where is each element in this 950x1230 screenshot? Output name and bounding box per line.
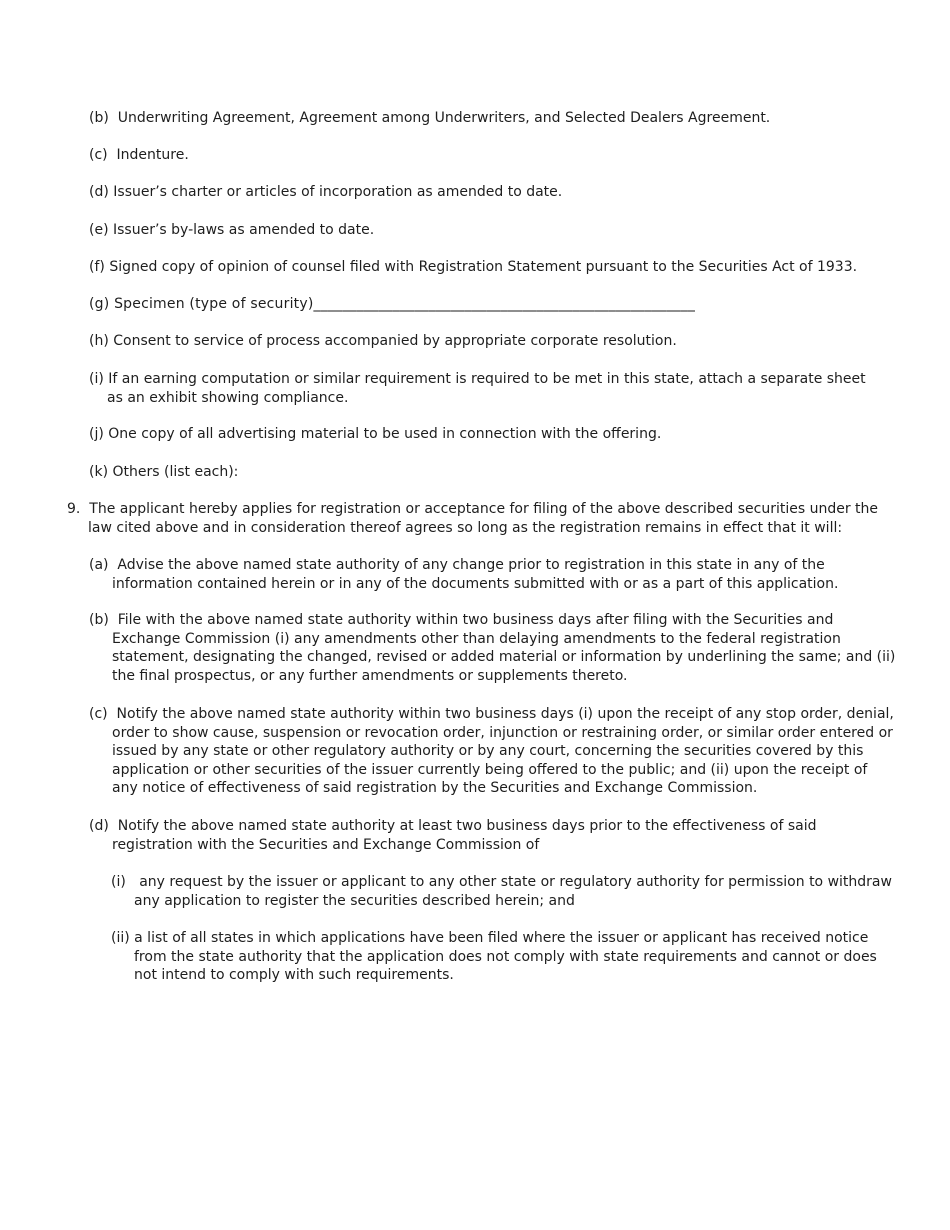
item-8k bbox=[89, 463, 889, 482]
item-text: Indenture. bbox=[116, 147, 189, 163]
item-9d bbox=[89, 817, 897, 854]
subitem-text: any request by the issuer or applicant to any other state or regulatory authority for permission to withdraw any application to register the securities described herein; and bbox=[134, 874, 892, 909]
subitem-text: a list of all states in which applications have been filed where the issuer or applicant has received notice from the state authority that the application does not comply with state requirements and cannot or does not intend to comply with such requirements. bbox=[134, 930, 877, 984]
item-text: Others (list each): bbox=[112, 464, 239, 480]
item-label: (b) bbox=[89, 110, 109, 126]
item-9a bbox=[89, 556, 897, 593]
item-label: (b) bbox=[89, 612, 109, 628]
item-8f bbox=[89, 258, 889, 277]
item-8b bbox=[89, 109, 889, 128]
item-8g-specimen bbox=[89, 295, 889, 314]
subitem-label: (ii) bbox=[111, 930, 130, 946]
item-8h bbox=[89, 332, 889, 351]
item-text: Issuer’s by-laws as amended to date. bbox=[113, 222, 375, 238]
item-text: Signed copy of opinion of counsel filed with Registration Statement pursuant to the Securities Act of 1933. bbox=[109, 259, 858, 275]
item-label: (h) bbox=[89, 333, 109, 349]
item-label: (d) bbox=[89, 184, 109, 200]
item-8c bbox=[89, 146, 889, 165]
item-text: File with the above named state authority within two business days after filing with the Securities and Exchange Commission (i) any amendments other than delaying amendments to the federal registration statement, designating the changed, revised or added material or information by underlining the same; and (ii) the final prospectus, or any further amendments or supplements thereto. bbox=[112, 612, 896, 684]
item-text: Underwriting Agreement, Agreement among Underwriters, and Selected Dealers Agreement. bbox=[117, 110, 771, 126]
item-8d bbox=[89, 183, 889, 202]
item-label: (c) bbox=[89, 147, 108, 163]
item-8j bbox=[89, 425, 889, 444]
item-text: Notify the above named state authority within two business days (i) upon the receipt of any stop order, denial, order to show cause, suspension or revocation order, injunction or restraining order, or similar order entered or issued by any state or other regulatory authority or by any court, concerning the securities covered by this application or other securities of the issuer currently being offered to the public; and (ii) upon the receipt of any notice of effectiveness of said registration by the Securities and Exchange Commission. bbox=[112, 706, 894, 797]
item-label: (j) bbox=[89, 426, 104, 442]
item-text: Issuer’s charter or articles of incorporation as amended to date. bbox=[113, 184, 563, 200]
item-label: (d) bbox=[89, 818, 109, 834]
item-label: (i) bbox=[89, 371, 104, 387]
item-text: If an earning computation or similar requirement is required to be met in this state, attach a separate sheet as an exhibit showing compliance. bbox=[107, 371, 866, 406]
item-9c bbox=[89, 705, 897, 798]
item-text: One copy of all advertising material to be used in connection with the offering. bbox=[108, 426, 662, 442]
item-label: (c) bbox=[89, 706, 108, 722]
section-9-intro bbox=[67, 500, 893, 537]
item-text: Consent to service of process accompanied by appropriate corporate resolution. bbox=[113, 333, 677, 349]
item-8i bbox=[89, 370, 877, 407]
item-text: Specimen (type of security)_____________________________________________________ bbox=[114, 296, 696, 312]
item-label: (g) bbox=[89, 296, 110, 312]
section-number: 9. bbox=[67, 501, 81, 517]
subitem-9d-i bbox=[111, 873, 894, 910]
item-text: Advise the above named state authority of any change prior to registration in this state in any of the information contained herein or in any of the documents submitted with or as a part of this application. bbox=[112, 557, 839, 592]
subitem-label: (i) bbox=[111, 874, 126, 890]
item-label: (a) bbox=[89, 557, 109, 573]
item-label: (k) bbox=[89, 464, 109, 480]
item-label: (f) bbox=[89, 259, 105, 275]
section-text: The applicant hereby applies for registration or acceptance for filing of the above described securities under the law cited above and in consideration thereof agrees so long as the registration remains in effect that it will: bbox=[88, 501, 879, 536]
item-text: Notify the above named state authority at least two business days prior to the effectiveness of said registration with the Securities and Exchange Commission of bbox=[112, 818, 817, 853]
item-label: (e) bbox=[89, 222, 109, 238]
item-9b bbox=[89, 611, 897, 685]
subitem-9d-ii bbox=[111, 929, 894, 985]
item-8e bbox=[89, 221, 889, 240]
